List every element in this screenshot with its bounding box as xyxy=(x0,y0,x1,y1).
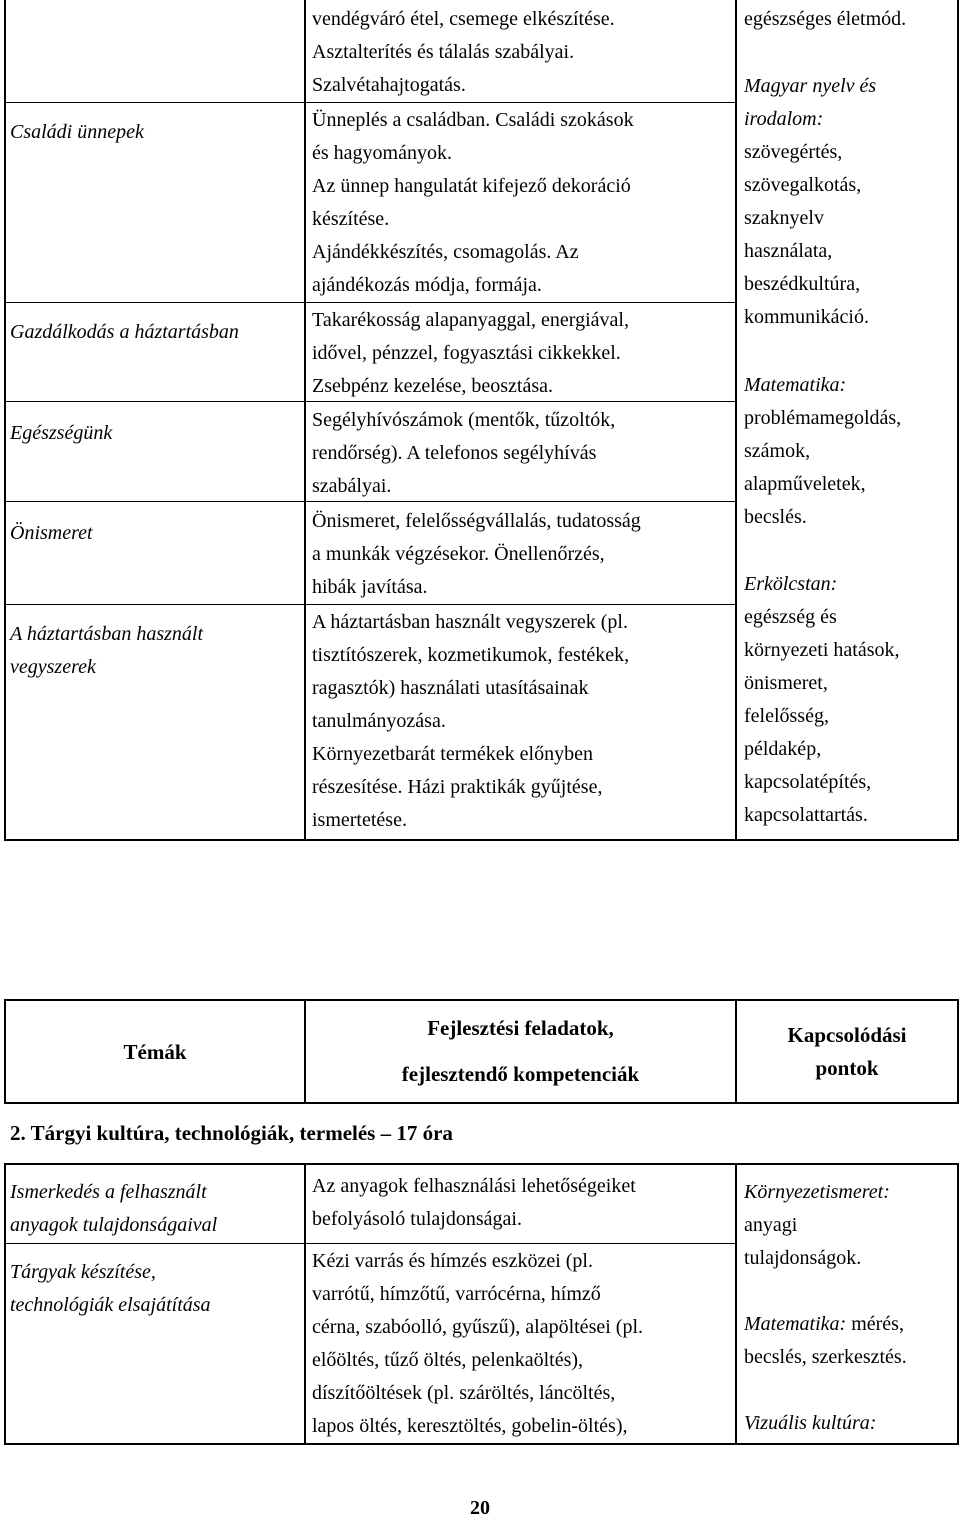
task-line: díszítőöltések (pl. száröltés, láncöltés, xyxy=(312,1382,616,1404)
task-line: hibák javítása. xyxy=(312,576,428,598)
link-line: becslés, szerkesztés. xyxy=(744,1346,907,1368)
link-line: egészség és xyxy=(744,606,837,628)
section-title: 2. Tárgyi kultúra, technológiák, termelés – 17 óra xyxy=(10,1121,453,1145)
task-line: Asztalterítés és tálalás szabályai. xyxy=(312,41,575,63)
task-line: és hagyományok. xyxy=(312,142,452,164)
task-line: Takarékosság alapanyaggal, energiával, xyxy=(312,309,629,331)
link-text: mérés, xyxy=(846,1313,904,1335)
link-line: használata, xyxy=(744,240,833,262)
task-line: Szalvétahajtogatás. xyxy=(312,74,466,96)
task-line: lapos öltés, keresztöltés, gobelin-öltés), xyxy=(312,1415,628,1437)
link-line: környezeti hatások, xyxy=(744,639,900,661)
link-line: szövegalkotás, xyxy=(744,174,862,196)
task-line: Az ünnep hangulatát kifejező dekoráció xyxy=(312,175,631,197)
link-line: számok, xyxy=(744,440,811,462)
page-number: 20 xyxy=(470,1497,490,1519)
task-line: részesítése. Házi praktikák gyűjtése, xyxy=(312,776,603,798)
task-line: a munkák végzésekor. Önellenőrzés, xyxy=(312,543,605,565)
task-line: ajándékozás módja, formája. xyxy=(312,274,542,296)
topic-materials: anyagok tulajdonságaival xyxy=(10,1214,218,1236)
topic-household-management: Gazdálkodás a háztartásban xyxy=(10,321,239,343)
link-line: anyagi xyxy=(744,1214,798,1236)
link-line: tulajdonságok. xyxy=(744,1247,862,1269)
link-subject-ethics: Erkölcstan: xyxy=(744,573,838,595)
link-line: becslés. xyxy=(744,506,807,528)
task-line: szabályai. xyxy=(312,475,392,497)
link-subject-math: Matematika: xyxy=(744,1313,847,1335)
link-subject-environment: Környezetismeret: xyxy=(744,1181,890,1203)
task-line: előöltés, tűző öltés, pelenkaöltés), xyxy=(312,1349,584,1371)
task-line: tisztítószerek, kozmetikumok, festékek, xyxy=(312,644,630,666)
header-links: pontok xyxy=(815,1056,879,1080)
link-line: szövegértés, xyxy=(744,141,843,163)
task-line: tanulmányozása. xyxy=(312,710,446,732)
task-line: befolyásoló tulajdonságai. xyxy=(312,1208,522,1230)
task-line: Segélyhívószámok (mentők, tűzoltók, xyxy=(312,409,616,431)
task-line: rendőrség). A telefonos segélyhívás xyxy=(312,442,597,464)
topic-making-objects: Tárgyak készítése, xyxy=(10,1261,156,1283)
topic-household-chemicals-2: vegyszerek xyxy=(10,656,96,678)
task-line: vendégváró étel, csemege elkészítése. xyxy=(312,8,615,30)
link-line: felelősség, xyxy=(744,705,829,727)
topic-household-chemicals-1: A háztartásban használt xyxy=(10,623,203,645)
topic-self-knowledge: Önismeret xyxy=(10,522,93,544)
task-line: Környezetbarát termékek előnyben xyxy=(312,743,593,765)
link-line: szaknyelv xyxy=(744,207,824,229)
link-subject-math: Matematika: xyxy=(744,374,847,396)
link-subject-visual-culture: Vizuális kultúra: xyxy=(744,1412,877,1434)
task-line: Ajándékkészítés, csomagolás. Az xyxy=(312,241,579,263)
task-line: A háztartásban használt vegyszerek (pl. xyxy=(312,611,628,633)
link-line: kapcsolattartás. xyxy=(744,804,868,826)
link-subject-hungarian: Magyar nyelv és xyxy=(744,75,877,97)
header-tasks: fejlesztendő kompetenciák xyxy=(401,1062,640,1086)
header-links: Kapcsolódási xyxy=(787,1023,907,1047)
topic-materials: Ismerkedés a felhasznált xyxy=(10,1181,207,1203)
task-line: készítése. xyxy=(312,208,390,230)
link-line: problémamegoldás, xyxy=(744,407,902,429)
header-topics: Témák xyxy=(123,1040,187,1064)
link-line: kommunikáció. xyxy=(744,306,869,328)
header-tasks: Fejlesztési feladatok, xyxy=(427,1016,614,1040)
task-line: ismertetése. xyxy=(312,809,407,831)
task-line: Kézi varrás és hímzés eszközei (pl. xyxy=(312,1250,593,1272)
task-line: Ünneplés a családban. Családi szokások xyxy=(312,109,634,131)
link-line: önismeret, xyxy=(744,672,828,694)
task-line: Önismeret, felelősségvállalás, tudatosság xyxy=(312,510,641,532)
topic-family-celebrations: Családi ünnepek xyxy=(10,121,144,143)
task-line: cérna, szabóolló, gyűszű), alapöltései (pl. xyxy=(312,1316,643,1338)
task-line: varrótű, hímzőtű, varrócérna, hímző xyxy=(312,1283,601,1305)
topic-health: Egészségünk xyxy=(10,422,113,444)
link-line: egészséges életmód. xyxy=(744,8,907,30)
link-line: példakép, xyxy=(744,738,822,760)
task-line: Az anyagok felhasználási lehetőségeiket xyxy=(312,1175,636,1197)
task-line: Zsebpénz kezelése, beosztása. xyxy=(312,375,553,397)
link-line: kapcsolatépítés, xyxy=(744,771,872,793)
topic-making-objects: technológiák elsajátítása xyxy=(10,1294,211,1316)
task-line: ragasztók) használati utasításainak xyxy=(312,677,589,699)
link-line: alapműveletek, xyxy=(744,473,866,495)
task-line: idővel, pénzzel, fogyasztási cikkekkel. xyxy=(312,342,621,364)
link-math-line xyxy=(744,1308,904,1341)
link-line: beszédkultúra, xyxy=(744,273,861,295)
link-subject-hungarian: irodalom: xyxy=(744,108,824,130)
